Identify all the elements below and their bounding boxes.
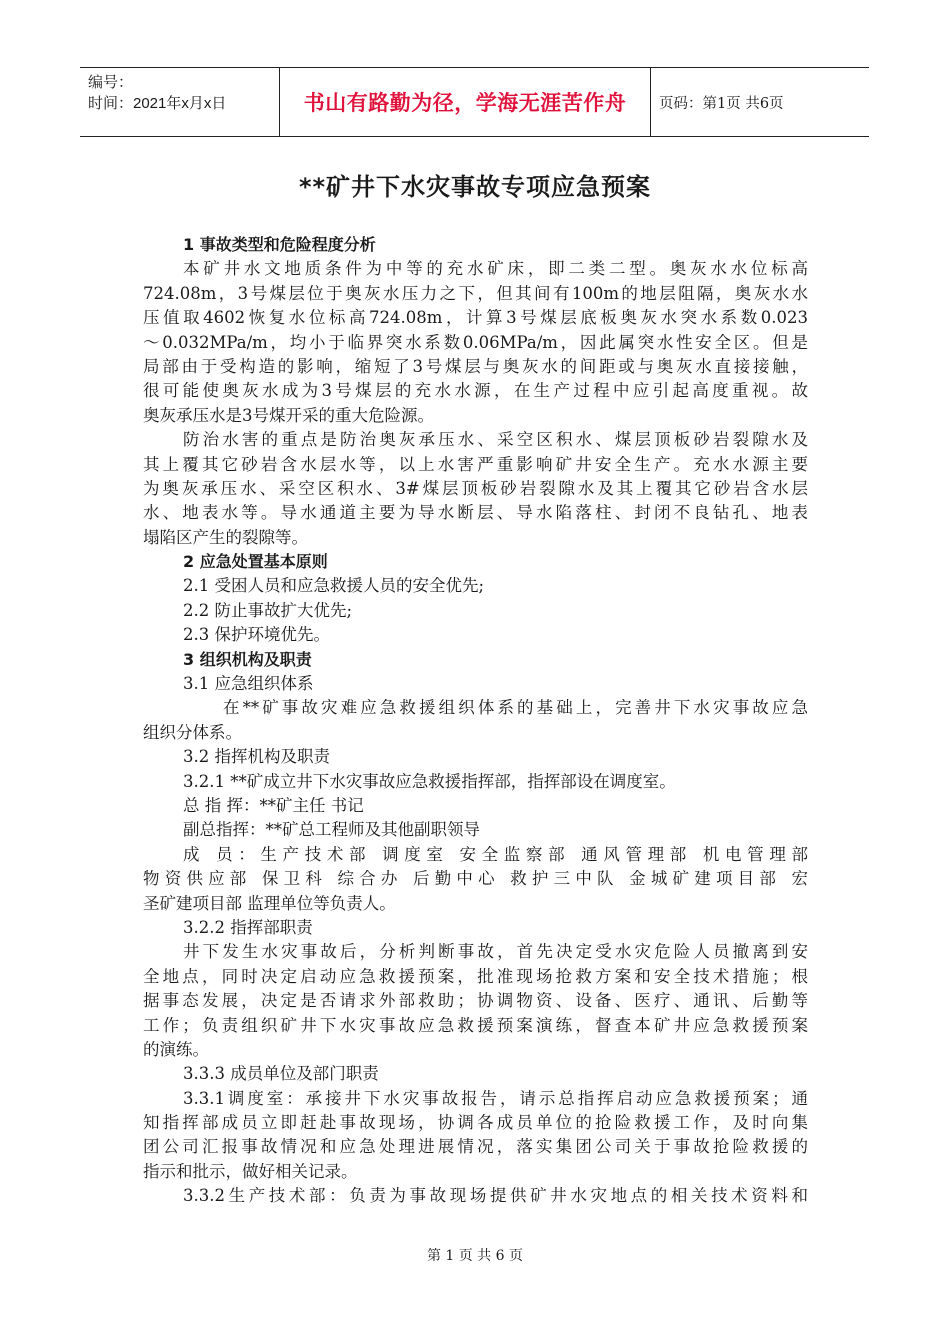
- text-line: 圣矿建项目部 监理单位等负责人。: [143, 893, 396, 913]
- text-line: 成 员：生产技术部 调度室 安全监察部 通风管理部 机电管理部: [183, 844, 808, 864]
- text-line: 团公司汇报事故情况和应急处理进展情况，落实集团公司关于事故抢险救援的: [143, 1137, 808, 1157]
- header-table: [80, 67, 869, 137]
- text-line: 奥灰承压水是3号煤开采的重大危险源。: [143, 405, 434, 425]
- text-line: 3.3.3 成员单位及部门职责: [183, 1064, 379, 1084]
- text-line: 2.1 受困人员和应急救援人员的安全优先;: [183, 576, 485, 596]
- text-line: 全地点，同时决定启动应急救援预案，批准现场抢救方案和安全技术措施；根: [143, 966, 808, 986]
- text-line: 防治水害的重点是防治奥灰承压水、采空区积水、煤层顶板砂岩裂隙水及: [183, 430, 808, 450]
- text-line: 组织分体系。: [143, 722, 242, 742]
- text-line: 井下发生水灾事故后，分析判断事故，首先决定受水灾危险人员撤离到安: [183, 942, 808, 962]
- text-line: 其上覆其它砂岩含水层水等，以上水害严重影响矿井安全生产。充水水源主要: [143, 454, 808, 474]
- text-line: 3.3.1调度室：承接井下水灾事故报告，请示总指挥启动应急救援预案；通: [183, 1088, 808, 1108]
- text-line: 3.3.2生产技术部：负责为事故现场提供矿井水灾地点的相关技术资料和: [183, 1186, 808, 1206]
- text-line: 的演练。: [143, 1039, 209, 1059]
- text-line: 3.1 应急组织体系: [183, 674, 314, 694]
- text-line: 3.2.1 **矿成立井下水灾事故应急救援指挥部，指挥部设在调度室。: [183, 771, 676, 791]
- text-line: 很可能使奥灰水成为3号煤层的充水水源，在生产过程中应引起高度重视。故: [143, 381, 808, 401]
- text-line: 局部由于受构造的影响，缩短了3号煤层与奥灰水的间距或与奥灰水直接接触，: [143, 356, 808, 376]
- text-line: 据事态发展，决定是否请求外部救助；协调物资、设备、医疗、通讯、后勤等: [143, 991, 808, 1011]
- header-page-info: 页码：第1页 共6页: [659, 95, 784, 112]
- section-heading: 3 组织机构及职责: [183, 649, 312, 669]
- text-line: 3.2.2 指挥部职责: [183, 917, 313, 937]
- header-slogan: 书山有路勤为径，学海无涯苦作舟: [280, 68, 651, 136]
- document-title: **矿井下水灾事故专项应急预案: [298, 173, 652, 201]
- text-line: 为奥灰承压水、采空区积水、3#煤层顶板砂岩裂隙水及其上覆其它砂岩含水层: [143, 478, 808, 498]
- text-line: 在**矿事故灾难应急救援组织体系的基础上，完善井下水灾事故应急: [223, 698, 808, 718]
- text-line: 副总指挥：**矿总工程师及其他副职领导: [183, 820, 480, 840]
- text-line: 水、地表水等。导水通道主要为导水断层、导水陷落柱、封闭不良钻孔、地表: [143, 503, 808, 523]
- text-line: 2.2 防止事故扩大优先;: [183, 600, 353, 620]
- text-line: 压值取4602恢复水位标高724.08m，计算3号煤层底板奥灰水突水系数0.023: [143, 308, 808, 328]
- text-line: 工作；负责组织矿井下水灾事故应急救援预案演练，督查本矿井应急救援预案: [143, 1015, 808, 1035]
- section-heading: 1 事故类型和危险程度分析: [183, 235, 376, 254]
- text-line: 2.3 保护环境优先。: [183, 625, 330, 645]
- text-line: 指示和批示，做好相关记录。: [143, 1161, 358, 1181]
- text-line: 3.2 指挥机构及职责: [183, 747, 330, 767]
- document-date: 时间：2021年x月x日: [88, 95, 227, 112]
- page-footer: 第 1 页 共 6 页: [426, 1248, 524, 1264]
- section-heading: 2 应急处置基本原则: [183, 552, 328, 572]
- document-body: [143, 233, 808, 1209]
- document-number-label: 编号：: [88, 74, 134, 91]
- text-line: 塌陷区产生的裂隙等。: [143, 527, 308, 547]
- text-line: 724.08m，3号煤层位于奥灰水压力之下，但其间有100m的地层阻隔，奥灰水水: [143, 283, 808, 303]
- header-meta-cell: [80, 68, 280, 136]
- text-line: 知指挥部成员立即赶赴事故现场，协调各成员单位的抢险救援工作，及时向集: [143, 1113, 808, 1133]
- text-line: 本矿井水文地质条件为中等的充水矿床，即二类二型。奥灰水水位标高: [183, 259, 808, 279]
- text-line: ～0.032MPa/m，均小于临界突水系数0.06MPa/m，因此属突水性安全区。但是: [143, 332, 808, 352]
- text-line: 物资供应部 保卫科 综合办 后勤中心 救护三中队 金城矿建项目部 宏: [143, 869, 808, 889]
- text-line: 总 指 挥：**矿主任 书记: [183, 795, 364, 815]
